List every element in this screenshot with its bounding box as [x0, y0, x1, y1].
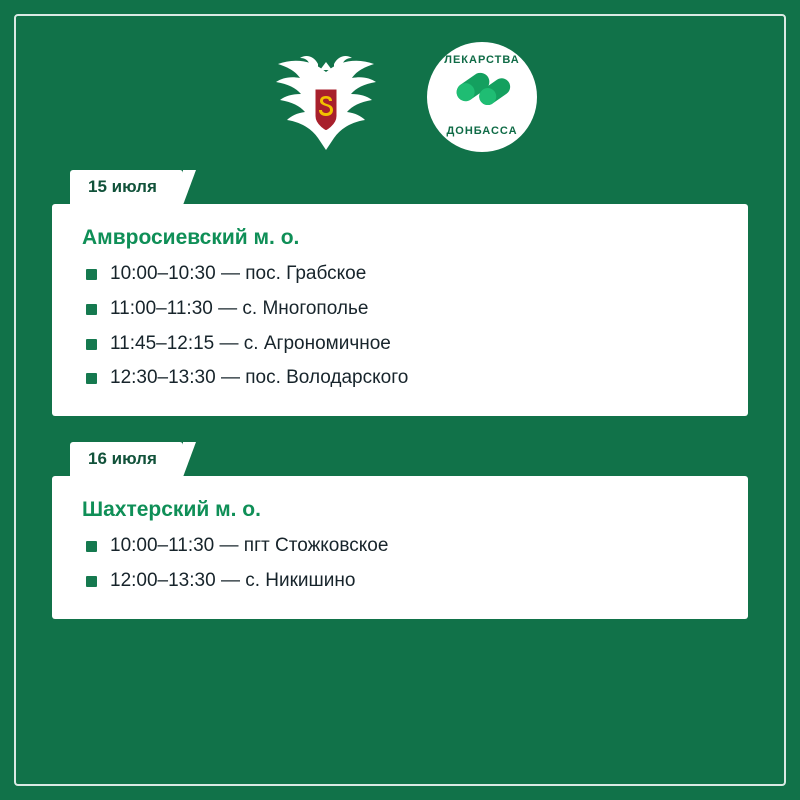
day-section [0, 170, 800, 416]
list-item: 10:00–11:30 — пгт Стожковское [82, 534, 718, 558]
list-item: 11:00–11:30 — с. Многополье [82, 297, 718, 321]
badge-text-top: ЛЕКАРСТВА [444, 54, 520, 66]
district-title: Шахтерский м. о. [82, 498, 261, 521]
schedule-card [52, 476, 748, 619]
logo-row [0, 14, 800, 144]
dnr-coat-of-arms-icon [266, 42, 386, 152]
date-tab: 16 июля [70, 442, 183, 476]
lekarstva-donbassa-badge [430, 45, 534, 149]
list-item: 12:00–13:30 — с. Никишино [82, 569, 718, 593]
schedule-card [52, 204, 748, 416]
schedule-list [82, 262, 718, 390]
district-title: Амвросиевский м. о. [82, 226, 300, 249]
day-section [0, 442, 800, 619]
list-item: 12:30–13:30 — пос. Володарского [82, 366, 718, 390]
badge-text-bottom: ДОНБАССА [446, 125, 518, 137]
list-item: 10:00–10:30 — пос. Грабское [82, 262, 718, 286]
date-tab: 15 июля [70, 170, 183, 204]
pills-icon [430, 65, 534, 114]
schedule-list [82, 534, 718, 593]
list-item: 11:45–12:15 — с. Агрономичное [82, 332, 718, 356]
